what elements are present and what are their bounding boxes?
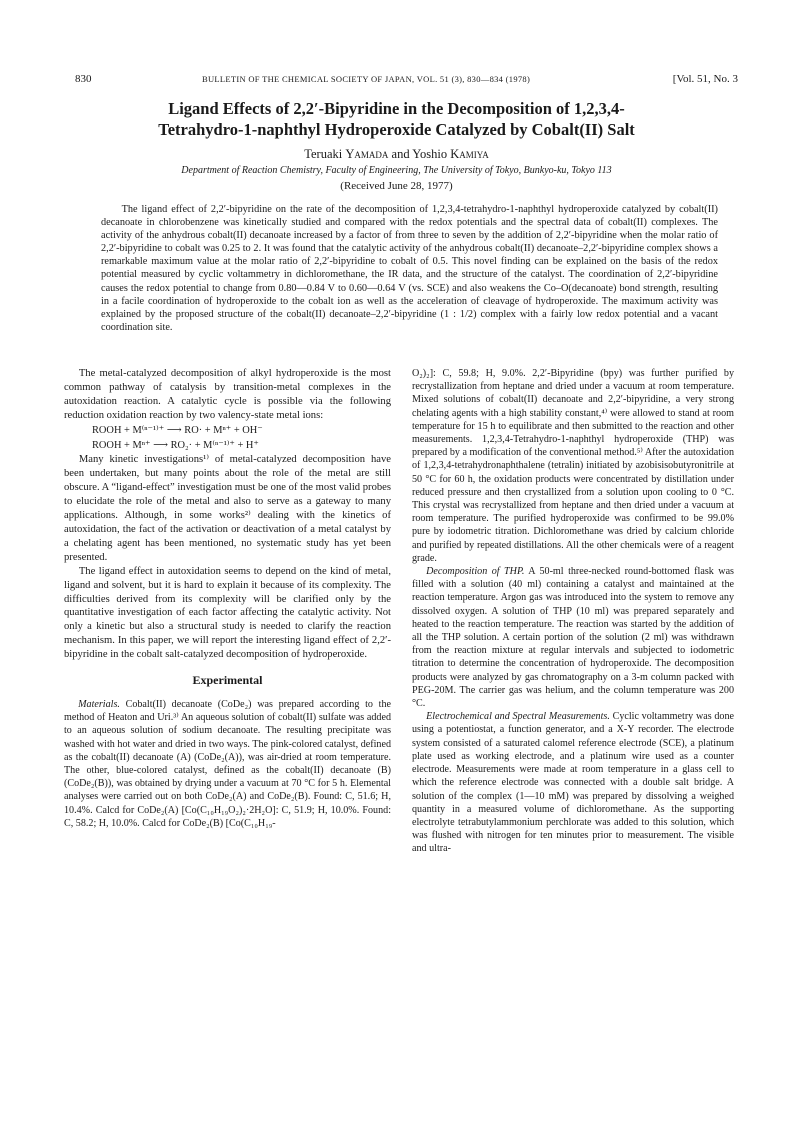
running-header (75, 73, 738, 87)
author-separator: and Yoshio (388, 147, 451, 161)
journal-citation: BULLETIN OF THE CHEMICAL SOCIETY OF JAPAN, VOL. 51 (3), 830—834 (1978) (202, 74, 531, 84)
page-number: 830 (75, 73, 92, 85)
intro-paragraph-2: Many kinetic investigations¹⁾ of metal-catalyzed decomposition have been undertaken, but many points about the role of the metal are still obscure. A “ligand-effect” investigation must be one of the most valid probes to elucidate the role of the metal and also to serve as a gateway to many applications. Although, in some works²⁾ dealing with the kinetics of autoxidation, the fact of the activation or deactivation of a metal catalyst by a chelating agent has been mentioned, no systematic study has yet been presented. (64, 454, 391, 563)
intro-paragraph-1: The metal-catalyzed decomposition of alkyl hydroperoxide is the most common pathway of catalysis by transition-metal complexes in the autoxidation reaction. A catalytic cycle is possible via the following reduction oxidation reaction by two valency-state metal ions: (64, 368, 391, 421)
materials-paragraph (64, 698, 391, 830)
volume-label: [Vol. 51, No. 3 (672, 73, 738, 85)
title-line-2: Tetrahydro-1-naphthyl Hydroperoxide Catalyzed by Cobalt(II) Salt (158, 120, 635, 139)
received-date: (Received June 28, 1977) (340, 180, 453, 192)
equation-2: ROOH + Mⁿ⁺ ⟶ RO₂· + M⁽ⁿ⁻¹⁾⁺ + H⁺ (92, 439, 259, 451)
electrochemical-subheading: Electrochemical and Spectral Measurements. (426, 711, 610, 723)
author-list (80, 147, 713, 162)
materials-continued: O₂)₂]: C, 59.8; H, 9.0%. 2,2′-Bipyridine (bpy) was further purified by recrystallization from heptane and dried under a vacuum at room temperature. Mixed solutions of cobalt(II) decanoate and 2,2′-bipyridine, a very strong chelating agents with a high stability constant,⁴⁾ were allowed to stand at room temperature for 15 h to equilibrate and then submitted to the reaction and other measurements. 1,2,3,4-Tetrahydro-1-naphthyl hydroperoxide (THP) was prepared by a modification of the conventional method.⁵⁾ After the autoxidation of 1,2,3,4-tetrahydronaphthalene (tetralin) initiated by azobisisobutyronitrile at 50 °C for 60 h, the oxidation products were concentrated by distillation under reduced pressure and then crystallized from a solution upon cooling to 0 °C. This crystal was recrystallized from heptane and then dried under a vacuum at room temperature. The purified hydroperoxide was confirmed to be 99.0% pure by iodometric titration. Dichloromethane was dried by calcium chloride and purified by repeated distillations. All the other chemicals were of a reagent grade. (412, 368, 734, 564)
affiliation: Department of Reaction Chemistry, Faculty of Engineering, The University of Tokyo, Bunkyo-ku, Tokyo 113 (181, 165, 612, 176)
author1-first: Teruaki (304, 147, 346, 161)
author2-last: Kamiya (450, 147, 489, 161)
author1-last: Yamada (345, 147, 389, 161)
decomposition-subheading: Decomposition of THP. (426, 566, 525, 578)
electrochemical-text: Cyclic voltammetry was done using a potentiostat, a function generator, and a X-Y recorder. The electrode system consisted of a saturated calomel reference electrode (SCE), a platinum plate used as working electrode, and a platinum wire used as a counter electrode. Measurements were made at room temperature in a glass cell to which the reference electrode was connected with a double salt bridge. A solution of the complex (1—10 mM) was prepared by dissolving a weighed quantity in a measured volume of dichloromethane. As the supporting electrolyte tetrabutylammonium perchlorate was added to this solution, which was flushed with nitrogen for ten minutes prior to measurement. The visible and ultra- (412, 711, 734, 855)
title-line-1: Ligand Effects of 2,2′-Bipyridine in the Decomposition of 1,2,3,4- (168, 99, 625, 118)
abstract: The ligand effect of 2,2′-bipyridine on the rate of the decomposition of 1,2,3,4-tetrahydro-1-naphthyl hydroperoxide catalyzed by cobalt(II) decanoate in chlorobenzene was kinetically studied and compared with the redox potentials and the spectral data of cobalt(II) complexes. The activity of the anhydrous cobalt(II) decanoate increased by a factor of from three to seven by the addition of 2,2′-bipyridine when the molar ratio of 2,2′-bipyridine to cobalt was 0.25 to 2. It was found that the catalytic activity of the anhydrous cobalt(II) decanoate–2,2′-bipyridine complex shows a remarkable maximum value at the molar ratio of 2,2′-bipyridine to cobalt of 0.5. This novel finding can be explained on the basis of the redox potential measured by cyclic voltammetry in dichloromethane, the IR data, and the structure of the catalyst. The coordination of 2,2′-bipyridine causes the redox potential to change from 0.80—0.84 V to 0.60—0.64 V (vs. SCE) and also weakens the Co–O(decanoate) bond strength, resulting in a facile coordination of hydroperoxide to the cobalt ion as well as the acceleration of cleavage of hydroperoxide. The maximum activity was explained by the proposed structure of the cobalt(II) decanoate–2,2′-bipyridine (1 : 1/2) complex with a fairly low redox potential and a vacant coordination site. (101, 204, 718, 333)
decomposition-paragraph (412, 565, 734, 710)
right-column (412, 367, 734, 856)
decomposition-text: A 50-ml three-necked round-bottomed flask was filled with a solution (40 ml) containing a catalyst and maintained at the reaction temperature. Argon gas was introduced into the system to remove any dissolved oxygen. A solution of THP (10 ml) was prepared separately and heated to the reaction temperature. The reaction was started by the addition of all the THP solution. A certain portion of the solution (2 ml) was withdrawn from the reaction mixture at regular intervals and subjected to iodometric titration to determine the concentration of hydroperoxide. The decomposition products were analyzed by gas chromatography on a 3-m column packed with PEG-20M. The carrier gas was helium, and the column temperature was 200 °C. (412, 566, 734, 710)
intro-paragraph-3: The ligand effect in autoxidation seems to depend on the kind of metal, ligand and solvent, but it is hard to explain it because of its complexity. The difficulties derived from its complexity will be clarified only by the quantitative investigation of each factor affecting the catalytic activity. Not only a kinetic but also a structural study is needed to clarify the reaction mechanism. In this paper, we will report the interesting ligand effect of 2,2′-bipyridine in the cobalt salt-catalyzed decomposition of hydroperoxide. (64, 565, 391, 661)
section-heading-experimental: Experimental (192, 673, 263, 688)
materials-text: Cobalt(II) decanoate (CoDe₂) was prepared according to the method of Heaton and Uri.³⁾ An aqueous solution of cobalt(II) sulfate was added to an aqueous solution of sodium decanoate. The resulting precipitate was washed with hot water and dried in two ways. The pink-colored catalyst, defined as the cobalt(II) decanoate (A) (CoDe₂(A)), was air-dried at room temperature. The other, blue-colored catalyst, defined as the cobalt(II) decanoate (B) (CoDe₂(B)), was obtained by drying under a vacuum at 70 °C for 5 h. Elemental analyses were carried out on both CoDe₂(A) and CoDe₂(B). Found: C, 51.6; H, 10.4%. Calcd for CoDe₂(A) [Co(C₁₀H₁₉O₂)₂·2H₂O]: C, 51.9; H, 10.0%. Found: C, 58.2; H, 10.0%. Calcd for CoDe₂(B) [Co(C₁₀H₁₉- (64, 698, 391, 829)
article-title (80, 98, 713, 140)
electrochemical-paragraph (412, 710, 734, 855)
materials-subheading: Materials. (78, 698, 120, 710)
equation-1: ROOH + M⁽ⁿ⁻¹⁾⁺ ⟶ RO· + Mⁿ⁺ + OH⁻ (92, 424, 263, 436)
left-column (64, 367, 391, 830)
